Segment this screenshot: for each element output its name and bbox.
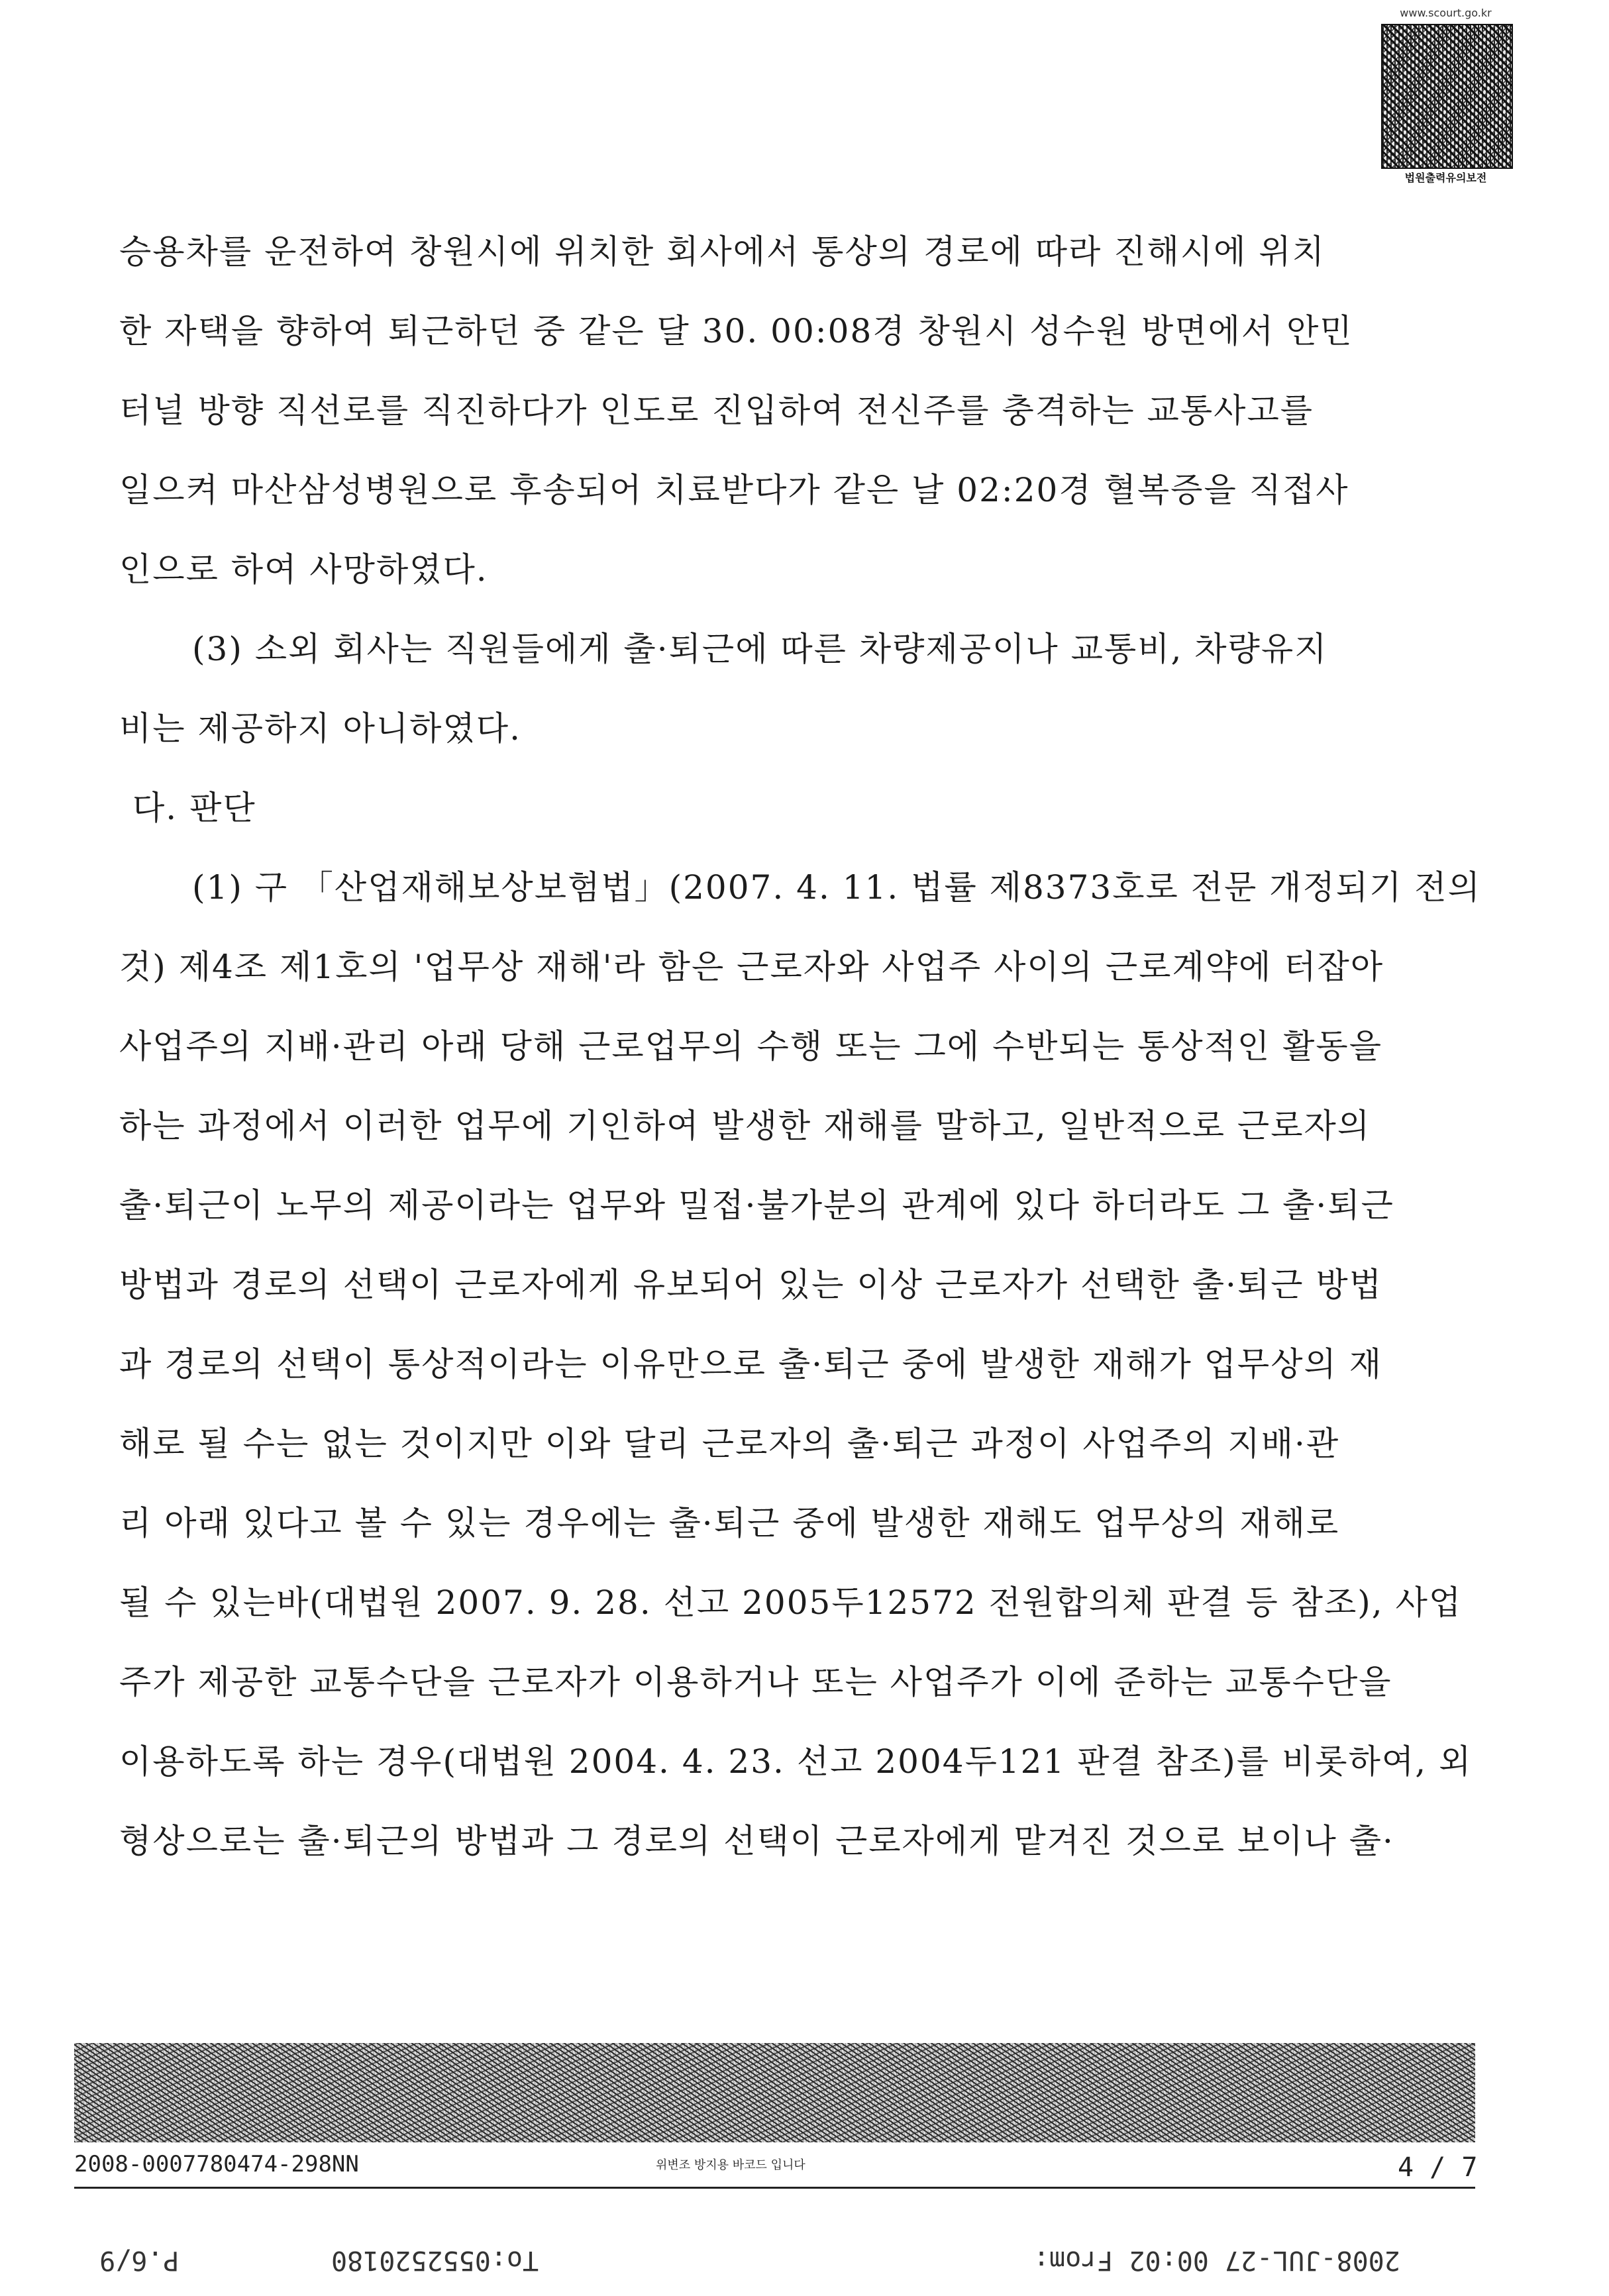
stamp-caption: 법원출력유의보전 [1404, 172, 1487, 184]
text-line: 형상으로는 출·퇴근의 방법과 그 경로의 선택이 근로자에게 맡겨진 것으로 보이나 출· [119, 1822, 1394, 1860]
fax-page: P.6/9 [99, 2245, 180, 2275]
text-line: (3) 소외 회사는 직원들에게 출·퇴근에 따른 차량제공이나 교통비, 차량유지 [192, 630, 1328, 668]
fax-to: To:0552520180 [331, 2245, 539, 2275]
text-line: 출·퇴근이 노무의 제공이라는 업무와 밀접·불가분의 관계에 있다 하더라도 그 출·퇴근 [119, 1186, 1394, 1224]
text-line: 리 아래 있다고 볼 수 있는 경우에는 출·퇴근 중에 발생한 재해도 업무상의 재해로 [119, 1504, 1340, 1542]
barcode-icon [1381, 24, 1513, 169]
text-line: 비는 제공하지 아니하였다. [119, 709, 521, 748]
text-line: 한 자택을 향하여 퇴근하던 중 같은 달 30. 00:08경 창원시 성수원 방면에서 안민 [119, 312, 1353, 350]
anti-forgery-barcode [74, 2043, 1475, 2142]
text-line: 승용차를 운전하여 창원시에 위치한 회사에서 통상의 경로에 따라 진해시에 위치 [119, 232, 1325, 271]
footer-divider [74, 2187, 1475, 2189]
text-line: (1) 구 「산업재해보상보험법」(2007. 4. 11. 법률 제8373호로 전문 개정되기 전의 [192, 868, 1481, 907]
text-line: 일으켜 마산삼성병원으로 후송되어 치료받다가 같은 날 02:20경 혈복증을 직접사 [119, 471, 1349, 509]
barcode-note: 위변조 방지용 바코드 입니다 [656, 2158, 805, 2172]
text-line: 과 경로의 선택이 통상적이라는 이유만으로 출·퇴근 중에 발생한 재해가 업무상의 재 [119, 1345, 1383, 1383]
text-line: 될 수 있는바(대법원 2007. 9. 28. 선고 2005두12572 전원합의체 판결 등 참조), 사업 [119, 1583, 1463, 1622]
page-number: 4 / 7 [1398, 2152, 1478, 2183]
text-line: 해로 될 수는 없는 것이지만 이와 달리 근로자의 출·퇴근 과정이 사업주의 지배·관 [119, 1424, 1340, 1463]
fax-from: 2008-JUL-27 00:02 From: [1033, 2245, 1400, 2275]
text-line: 것) 제4조 제1호의 '업무상 재해'라 함은 근로자와 사업주 사이의 근로계약에 터잡아 [119, 948, 1384, 986]
verification-stamp [1375, 7, 1517, 192]
text-line: 주가 제공한 교통수단을 근로자가 이용하거나 또는 사업주가 이에 준하는 교통수단을 [119, 1663, 1392, 1701]
text-line: 하는 과정에서 이러한 업무에 기인하여 발생한 재해를 말하고, 일반적으로 근로자의 [119, 1107, 1371, 1145]
text-line: 인으로 하여 사망하였다. [119, 550, 488, 589]
text-line: 터널 방향 직선로를 직진하다가 인도로 진입하여 전신주를 충격하는 교통사고를 [119, 391, 1314, 430]
text-line: 이용하도록 하는 경우(대법원 2004. 4. 23. 선고 2004두121 판결 참조)를 비롯하여, 외 [119, 1742, 1473, 1781]
text-line: 방법과 경로의 선택이 근로자에게 유보되어 있는 이상 근로자가 선택한 출·퇴근 방법 [119, 1266, 1383, 1304]
section-heading: 다. 판단 [132, 789, 256, 827]
stamp-url: www.scourt.go.kr [1400, 7, 1492, 19]
text-line: 사업주의 지배·관리 아래 당해 근로업무의 수행 또는 그에 수반되는 통상적인 활동을 [119, 1027, 1383, 1066]
document-id: 2008-0007780474-298NN [74, 2151, 359, 2177]
